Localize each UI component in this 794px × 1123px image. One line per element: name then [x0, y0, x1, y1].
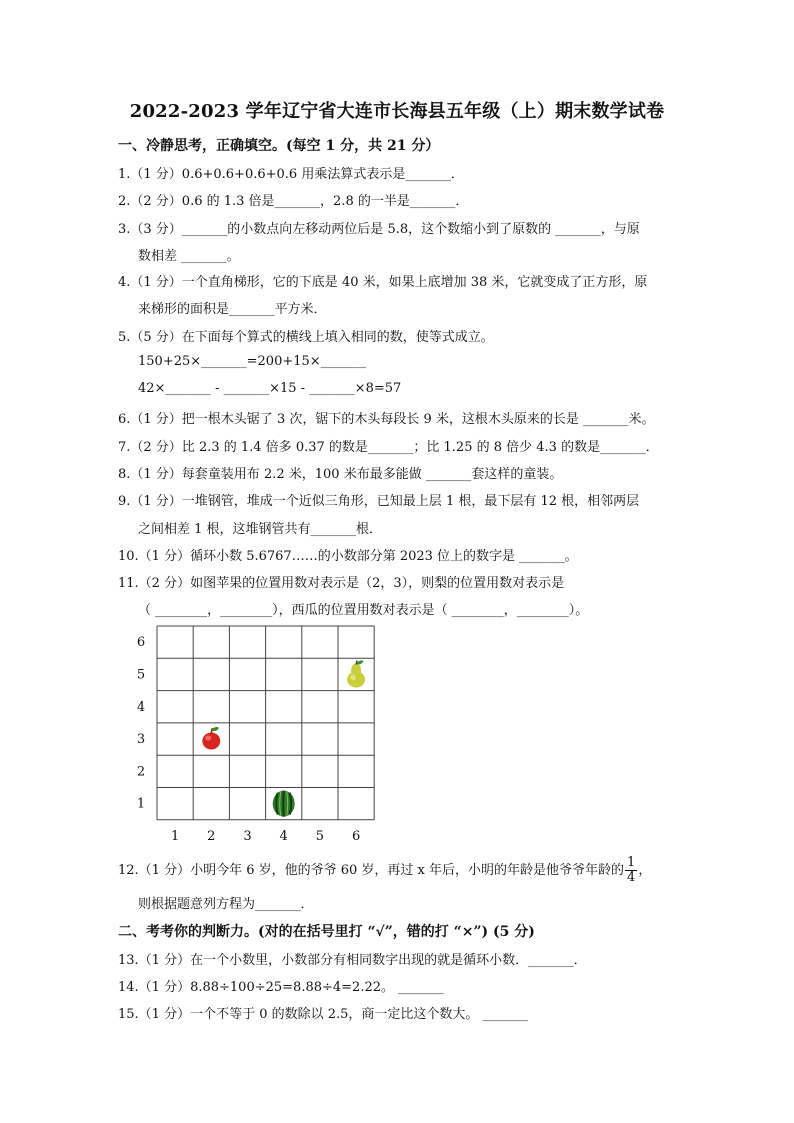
- section-2-heading: 二、考考你的判断力。(对的在括号里打 “√”，错的打 “×”) (5 分): [118, 924, 535, 940]
- question-3-continued: 数相差 _______。: [138, 249, 240, 264]
- apple-icon: [202, 726, 220, 749]
- question-12-continued: 则根据题意列方程为_______．: [138, 897, 314, 912]
- section-1-heading: 一、冷静思考，正确填空。(每空 1 分，共 21 分）: [118, 138, 440, 154]
- question-9-continued: 之间相差 1 根，这堆钢管共有_______根．: [138, 522, 383, 537]
- grid-y-label: 4: [136, 699, 146, 715]
- grid-y-label: 2: [136, 764, 146, 780]
- grid-x-label: 5: [315, 828, 325, 844]
- question-12: [118, 856, 651, 885]
- fraction-denominator: 4: [627, 870, 636, 885]
- pear-icon: [347, 660, 365, 688]
- question-5-equation-2: 42×_______ - _______×15 - _______×8=57: [138, 381, 402, 396]
- grid-svg: [130, 622, 380, 847]
- question-9: 9.（1 分）一堆钢管，堆成一个近似三角形，已知最上层 1 根，最下层有 12 根，相邻两层: [118, 494, 640, 509]
- grid-x-label: 6: [351, 828, 361, 844]
- question-13: 13.（1 分）在一个小数里，小数部分有相同数字出现的就是循环小数．_______．: [118, 953, 587, 968]
- coordinate-grid-figure: [130, 622, 380, 847]
- grid-y-label: 5: [136, 667, 146, 683]
- question-1: 1.（1 分）0.6+0.6+0.6+0.6 用乘法算式表示是_______．: [118, 167, 464, 182]
- question-7: 7.（2 分）比 2.3 的 1.4 倍多 0.37 的数是_______；比 1.25 的 8 倍少 4.3 的数是_______．: [118, 440, 659, 455]
- grid-x-label: 2: [207, 828, 216, 844]
- question-4: 4.（1 分）一个直角梯形，它的下底是 40 米，如果上底增加 38 米，它就变成了正方形，原: [118, 275, 648, 290]
- fraction-numerator: 1: [627, 855, 636, 870]
- grid-y-label: 3: [136, 732, 146, 748]
- grid-y-label: 6: [136, 635, 146, 651]
- question-6: 6.（1 分）把一根木头锯了 3 次，锯下的木头每段长 9 米，这根木头原来的长是 _______米。: [118, 412, 655, 427]
- grid-x-label: 1: [170, 828, 180, 844]
- question-10: 10.（1 分）循环小数 5.6767……的小数部分第 2023 位上的数字是 _______。: [118, 549, 578, 564]
- question-12-punct: ，: [638, 863, 652, 878]
- watermelon-icon: [273, 791, 295, 817]
- question-14: 14.（1 分）8.88÷100÷25=8.88÷4=2.22。 _______: [118, 980, 444, 995]
- question-3: 3.（3 分）_______的小数点向左移动两位后是 5.8，这个数缩小到了原数的 _______，与原: [118, 222, 640, 237]
- question-11: 11.（2 分）如图苹果的位置用数对表示是（2，3），则梨的位置用数对表示是: [118, 576, 565, 591]
- grid-y-label: 1: [136, 796, 146, 812]
- question-2: 2.（2 分）0.6 的 1.3 倍是_______，2.8 的一半是_______．: [118, 194, 469, 209]
- exam-title: 2022-2023 学年辽宁省大连市长海县五年级（上）期末数学试卷: [129, 101, 665, 122]
- grid-lines: [157, 626, 374, 820]
- grid-x-label: 3: [243, 828, 252, 844]
- question-11-continued: （ ________，________），西瓜的位置用数对表示是（ ________，________）。: [138, 603, 589, 618]
- question-5: 5.（5 分）在下面每个算式的横线上填入相同的数，使等式成立。: [118, 330, 494, 345]
- question-4-continued: 来梯形的面积是_______平方米．: [138, 302, 327, 317]
- question-8: 8.（1 分）每套童装用布 2.2 米，100 米布最多能做 _______套这样的童装。: [118, 467, 563, 482]
- question-5-equation-1: 150+25×_______=200+15×_______: [138, 354, 367, 369]
- question-12-text: 12.（1 分）小明今年 6 岁，他的爷爷 60 岁，再过 x 年后，小明的年龄是他爷爷年龄的: [118, 863, 625, 878]
- grid-x-label: 4: [279, 828, 288, 844]
- question-15: 15.（1 分）一个不等于 0 的数除以 2.5，商一定比这个数大。 _______: [118, 1007, 529, 1022]
- fraction-one-quarter: [625, 856, 637, 885]
